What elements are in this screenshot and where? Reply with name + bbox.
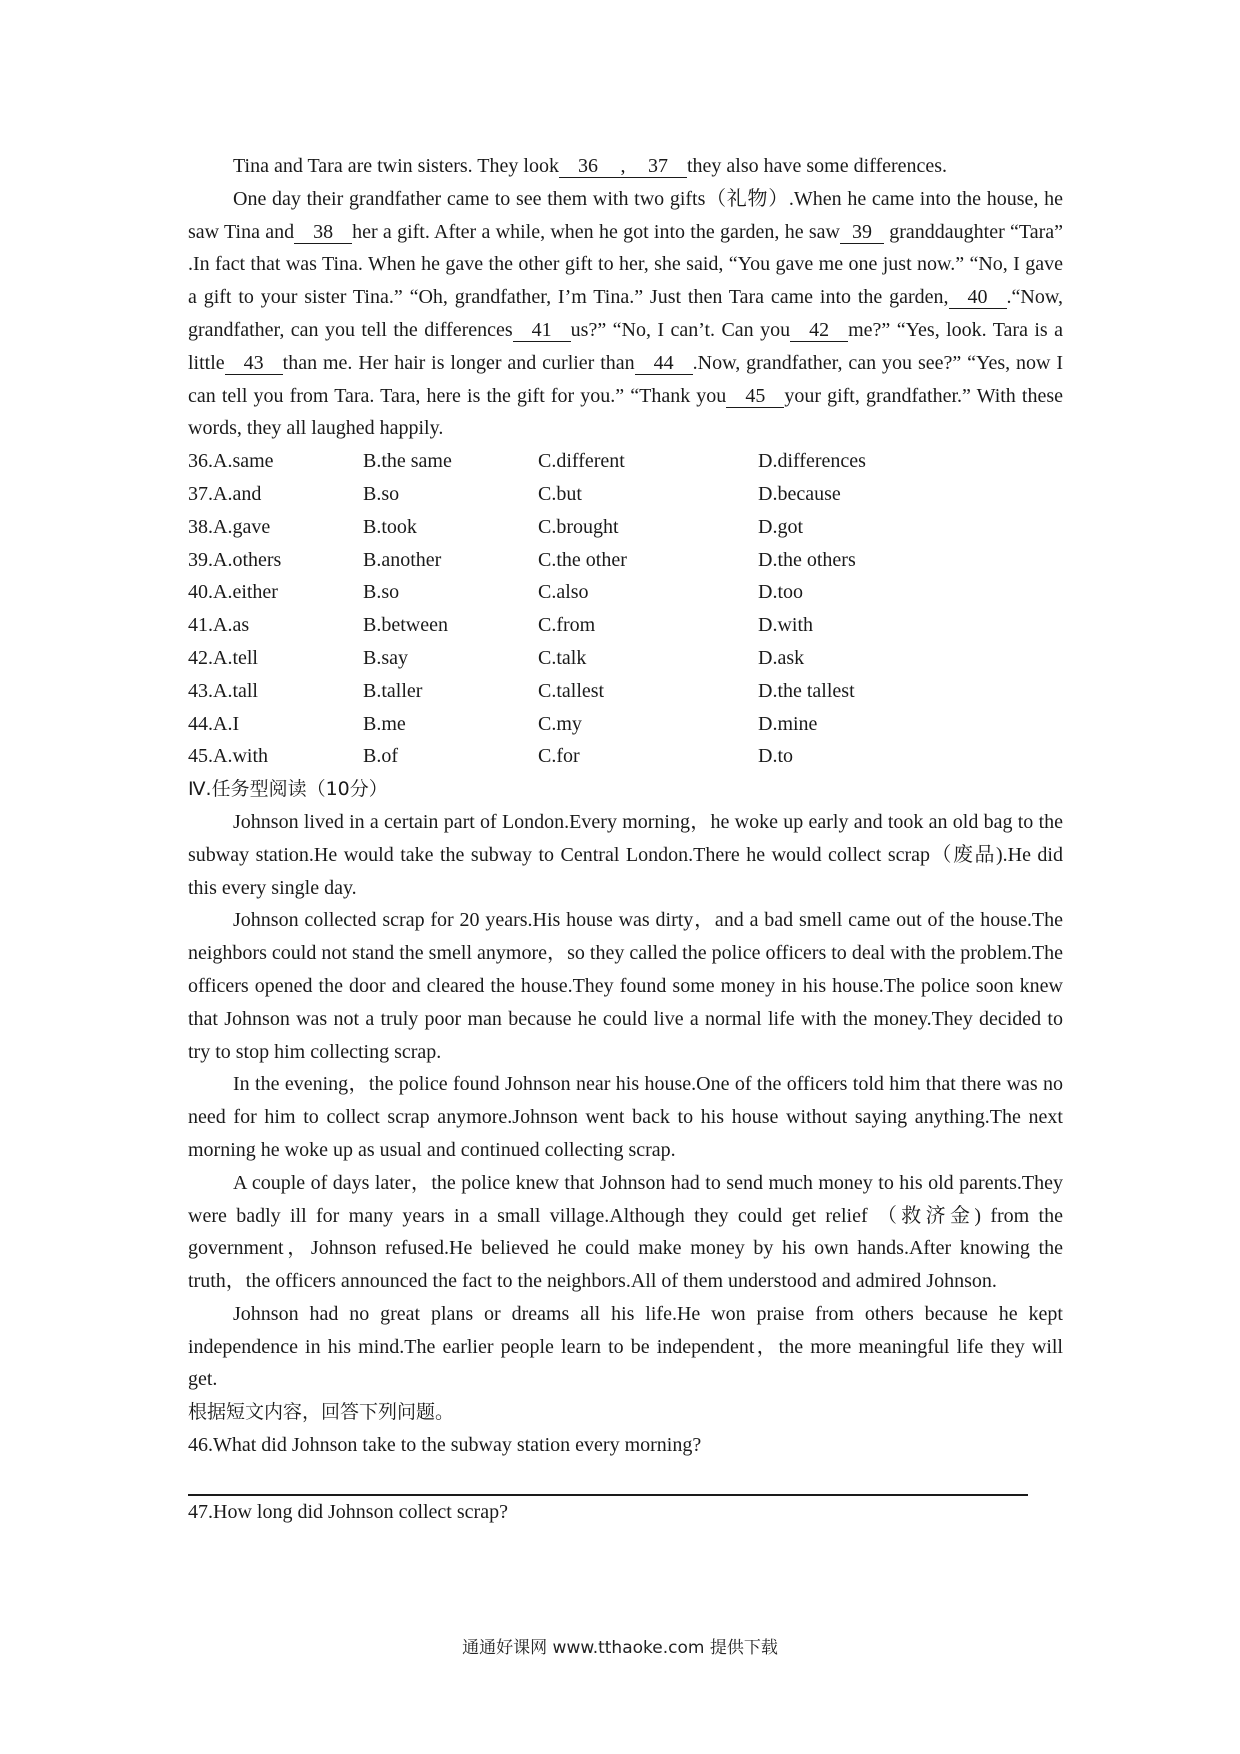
question-47: 47.How long did Johnson collect scrap? [188, 1500, 508, 1523]
blank-44[interactable]: 44 [635, 352, 693, 375]
option-a[interactable]: 41.A.as [188, 614, 250, 637]
options-row-39 [188, 544, 1063, 577]
blank-41[interactable]: 41 [513, 319, 571, 342]
options-row-45 [188, 740, 1063, 773]
blank-43[interactable]: 43 [225, 352, 283, 375]
options-row-41 [188, 609, 1063, 642]
options-row-37 [188, 478, 1063, 511]
text: me?” “Yes, look. Tara is a little [188, 318, 1064, 374]
section-heading: Ⅳ.任务型阅读（10分） [188, 778, 388, 801]
option-d[interactable]: D.the tallest [758, 679, 855, 702]
option-c[interactable]: C.my [538, 712, 582, 735]
instruction: 根据短文内容，回答下列问题。 [188, 1401, 455, 1424]
blank-39[interactable]: 39 [840, 221, 884, 244]
text: her a gift. After a while, when he got into the garden, he saw [352, 220, 840, 243]
option-a[interactable]: 44.A.I [188, 712, 240, 735]
blank-42[interactable]: 42 [790, 319, 848, 342]
cloze-paragraph-2 [188, 183, 1063, 445]
option-c[interactable]: C.for [538, 745, 580, 768]
option-a[interactable]: 37.A.and [188, 482, 262, 505]
option-c[interactable]: C.tallest [538, 679, 605, 702]
option-b[interactable]: B.between [363, 614, 448, 637]
options-row-38 [188, 511, 1063, 544]
text: your gift, grandfather.” With these words, they all laughed happily. [188, 384, 1063, 440]
reading-paragraph-2: Johnson collected scrap for 20 years.His house was dirty，and a bad smell came out of the house.The neighbors could not stand the smell anymore，so they called the police officers to deal with the problem.The officers opened the door and cleared the house.They found some money in his house.The police soon knew that Johnson was not a truly poor man because he could live a normal life with the money.They decided to try to stop him collecting scrap. [188, 909, 1063, 1063]
text: they also have some differences. [686, 155, 948, 177]
text: granddaughter “Tara” .In fact that was Tina. When he gave the other gift to her, she said, “You gave me one just now.” “No, I gave a gift to your sister Tina.” “Oh, grandfather, I’m Tina.” Just then Tara came into the garden, [188, 220, 1064, 309]
option-b[interactable]: B.took [363, 515, 417, 538]
option-b[interactable]: B.the same [363, 450, 452, 473]
text: than me. Her hair is longer and curlier than [282, 351, 635, 374]
options-row-44 [188, 708, 1063, 741]
blank-40[interactable]: 40 [949, 286, 1007, 309]
text: Tina and Tara are twin sisters. They look [233, 155, 559, 177]
cloze-paragraph-1 [188, 150, 1063, 183]
option-a[interactable]: 38.A.gave [188, 515, 271, 538]
reading-paragraph-5: Johnson had no great plans or dreams all his life.He won praise from others because he kept independence in his mind.The earlier people learn to be independent，the more meaningful life they will get. [188, 1302, 1063, 1391]
option-d[interactable]: D.mine [758, 712, 818, 735]
option-a[interactable]: 36.A.same [188, 450, 274, 473]
question-46: 46.What did Johnson take to the subway station every morning? [188, 1434, 702, 1457]
option-d[interactable]: D.with [758, 614, 813, 637]
option-b[interactable]: B.say [363, 646, 408, 669]
reading-paragraph-1: Johnson lived in a certain part of London.Every morning，he woke up early and took an old bag to the subway station.He would take the subway to Central London.There he would collect scrap（废品).He did this every single day. [188, 810, 1063, 899]
option-c[interactable]: C.also [538, 581, 589, 604]
option-c[interactable]: C.talk [538, 646, 587, 669]
option-c[interactable]: C.brought [538, 515, 619, 538]
option-a[interactable]: 39.A.others [188, 548, 282, 571]
option-a[interactable]: 42.A.tell [188, 646, 258, 669]
blank-36[interactable]: 36 [559, 155, 617, 178]
option-a[interactable]: 43.A.tall [188, 679, 258, 702]
option-d[interactable]: D.to [758, 745, 793, 768]
option-a[interactable]: 40.A.either [188, 581, 278, 604]
text: .Now, grandfather, can you see?” “Yes, now I can tell you from Tara. Tara, here is the gift for you.” “Thank you [188, 351, 1063, 407]
option-d[interactable]: D.too [758, 581, 803, 604]
option-b[interactable]: B.of [363, 745, 398, 768]
option-b[interactable]: B.so [363, 581, 400, 604]
option-a[interactable]: 45.A.with [188, 745, 268, 768]
option-b[interactable]: B.taller [363, 679, 423, 702]
blank-45[interactable]: 45 [726, 385, 784, 408]
footer-watermark: 通通好课网 www.tthaoke.com 提供下载 [462, 1638, 778, 1658]
blank-separator: , [617, 155, 629, 178]
options-row-40 [188, 576, 1063, 609]
blank-37[interactable]: 37 [629, 155, 687, 178]
option-c[interactable]: C.the other [538, 548, 627, 571]
option-b[interactable]: B.me [363, 712, 406, 735]
text: One day their grandfather came to see them with two gifts（礼物）.When he came into the house, he saw Tina and [188, 187, 1063, 243]
reading-paragraph-3: In the evening，the police found Johnson near his house.One of the officers told him that there was no need for him to collect scrap anymore.Johnson went back to his house without saying anything.The next morning he woke up as usual and continued collecting scrap. [188, 1073, 1063, 1161]
text: .“Now, grandfather, can you tell the differences [188, 286, 1063, 341]
option-c[interactable]: C.from [538, 614, 596, 637]
option-d[interactable]: D.the others [758, 548, 856, 571]
options-list [188, 445, 1063, 773]
option-d[interactable]: D.differences [758, 450, 866, 473]
option-d[interactable]: D.because [758, 482, 841, 505]
blank-38[interactable]: 38 [294, 221, 352, 244]
option-c[interactable]: C.different [538, 450, 625, 473]
option-c[interactable]: C.but [538, 482, 582, 505]
option-b[interactable]: B.another [363, 548, 442, 571]
text: us?” “No, I can’t. Can you [570, 318, 791, 341]
reading-paragraph-4: A couple of days later，the police knew that Johnson had to send much money to his old parents.They were badly ill for many years in a small village.Although they could get relief （救济金) from the government，Johnson refused.He believed he could make money by his own hands.After knowing the truth，the officers announced the fact to the neighbors.All of them understood and admired Johnson. [188, 1171, 1063, 1293]
options-row-36 [188, 445, 1063, 478]
option-b[interactable]: B.so [363, 482, 400, 505]
options-row-42 [188, 642, 1063, 675]
exam-page [188, 150, 1063, 1529]
option-d[interactable]: D.ask [758, 646, 805, 669]
answer-line-46[interactable] [188, 1462, 1028, 1496]
options-row-43 [188, 675, 1063, 708]
option-d[interactable]: D.got [758, 515, 803, 538]
